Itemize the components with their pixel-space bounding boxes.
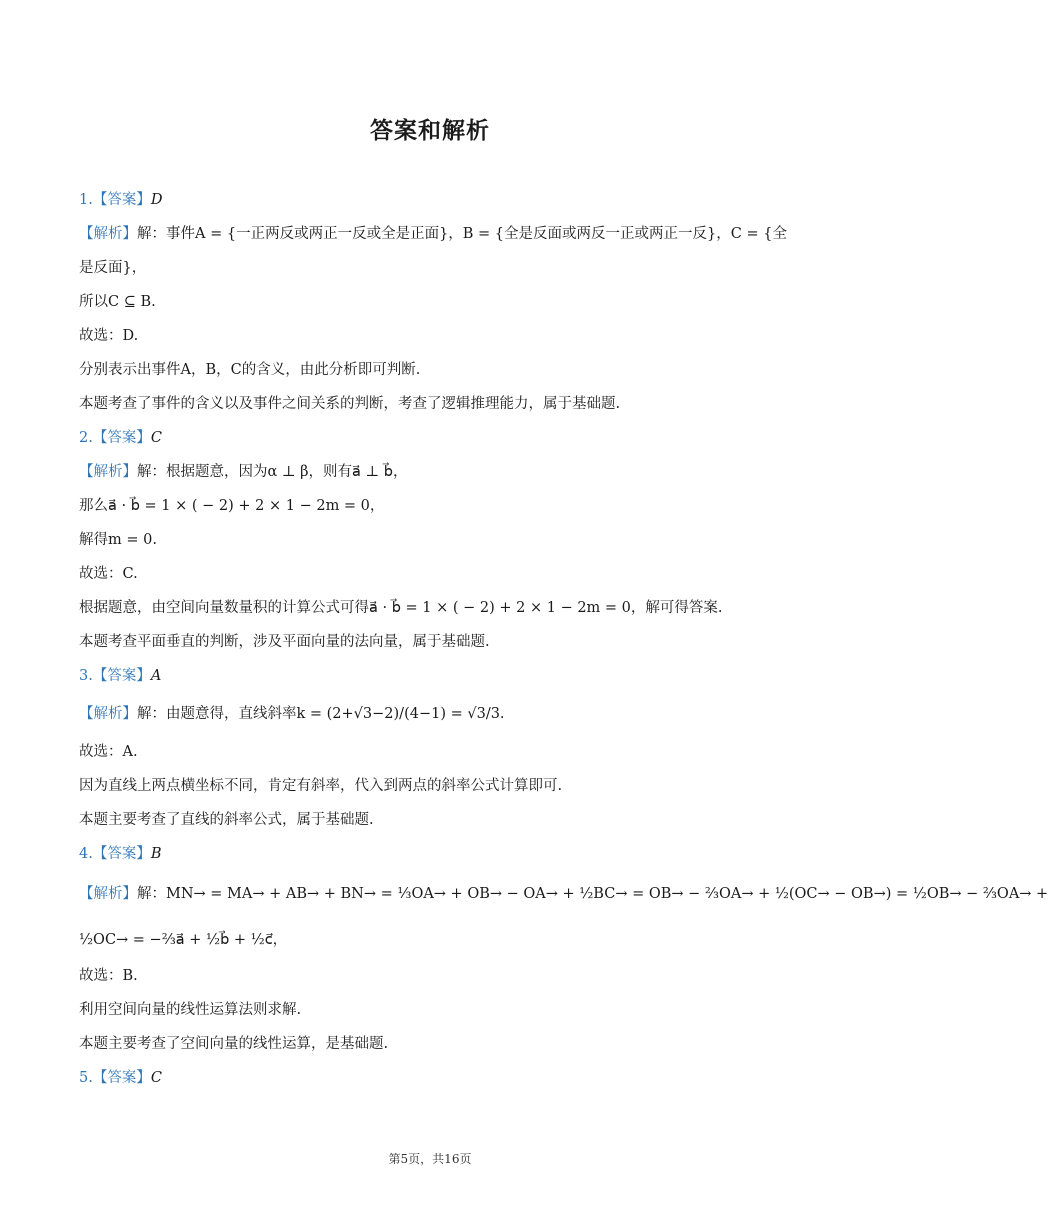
text-line: 本题考查平面垂直的判断，涉及平面向量的法向量，属于基础题. bbox=[79, 634, 490, 650]
line-text: 解：由题意得，直线斜率k = (2+√3−2)/(4−1) = √3/3. bbox=[137, 706, 505, 722]
analysis-tag: 【解析】 bbox=[79, 226, 137, 242]
text-line: 故选：C. bbox=[79, 566, 138, 582]
text-line: 解得m = 0. bbox=[79, 532, 157, 548]
analysis-line bbox=[79, 704, 505, 724]
text-line: 本题主要考查了直线的斜率公式，属于基础题. bbox=[79, 812, 374, 828]
answer-value: A bbox=[150, 668, 162, 684]
answer-value: B bbox=[150, 846, 162, 862]
line-text: 解：事件A = {一正两反或两正一反或全是正面}，B = {全是反面或两反一正或两正一反}，C = {全 bbox=[137, 226, 787, 242]
analysis-line bbox=[79, 884, 1048, 904]
text-line: 故选：B. bbox=[79, 968, 138, 984]
analysis-tag: 【解析】 bbox=[79, 464, 137, 480]
text-line: 分别表示出事件A，B，C的含义，由此分析即可判断. bbox=[79, 362, 421, 378]
text-line: ½OC→ = −⅔a⃗ + ½b⃗ + ½c⃗， bbox=[79, 932, 288, 948]
text-line: 本题主要考查了空间向量的线性运算，是基础题. bbox=[79, 1036, 389, 1052]
text-line: 利用空间向量的线性运算法则求解. bbox=[79, 1002, 302, 1018]
answer-value: C bbox=[150, 430, 162, 446]
analysis-tag: 【解析】 bbox=[79, 886, 137, 902]
answer-line-3 bbox=[79, 666, 161, 686]
answer-tag: 2.【答案】 bbox=[79, 430, 151, 446]
page-footer: 第5页，共16页 bbox=[388, 1152, 472, 1166]
text-line: 故选：D. bbox=[79, 328, 139, 344]
text-line: 所以C ⊆ B. bbox=[79, 294, 156, 310]
text-line: 是反面}， bbox=[79, 260, 147, 276]
answer-line-1 bbox=[79, 190, 162, 210]
page-title: 答案和解析 bbox=[370, 118, 490, 144]
text-line: 因为直线上两点横坐标不同，肯定有斜率，代入到两点的斜率公式计算即可. bbox=[79, 778, 563, 794]
text-line: 故选：A. bbox=[79, 744, 138, 760]
answer-value: C bbox=[150, 1070, 162, 1086]
line-text: 解：MN→ = MA→ + AB→ + BN→ = ⅓OA→ + OB→ − OA→ + ½BC→ = OB→ − ⅔OA→ + ½(OC→ − OB→) = ½OB→ − ⅔OA→ + bbox=[137, 886, 1048, 902]
text-line: 那么a⃗ · b⃗ = 1 × ( − 2) + 2 × 1 − 2m = 0， bbox=[79, 498, 385, 514]
text-line: 本题考查了事件的含义以及事件之间关系的判断，考查了逻辑推理能力，属于基础题. bbox=[79, 396, 621, 412]
answer-tag: 3.【答案】 bbox=[79, 668, 151, 684]
answer-tag: 5.【答案】 bbox=[79, 1070, 151, 1086]
analysis-line bbox=[79, 462, 407, 482]
answer-line-5 bbox=[79, 1068, 162, 1088]
answer-line-2 bbox=[79, 428, 162, 448]
answer-line-4 bbox=[79, 844, 162, 864]
answer-tag: 1.【答案】 bbox=[79, 192, 151, 208]
text-line: 根据题意，由空间向量数量积的计算公式可得a⃗ · b⃗ = 1 × ( − 2) + 2 × 1 − 2m = 0，解可得答案. bbox=[79, 600, 723, 616]
line-text: 解：根据题意，因为α ⊥ β，则有a⃗ ⊥ b⃗， bbox=[137, 464, 408, 480]
answer-value: D bbox=[150, 192, 163, 208]
analysis-tag: 【解析】 bbox=[79, 706, 137, 722]
analysis-line bbox=[79, 224, 787, 244]
answer-tag: 4.【答案】 bbox=[79, 846, 151, 862]
